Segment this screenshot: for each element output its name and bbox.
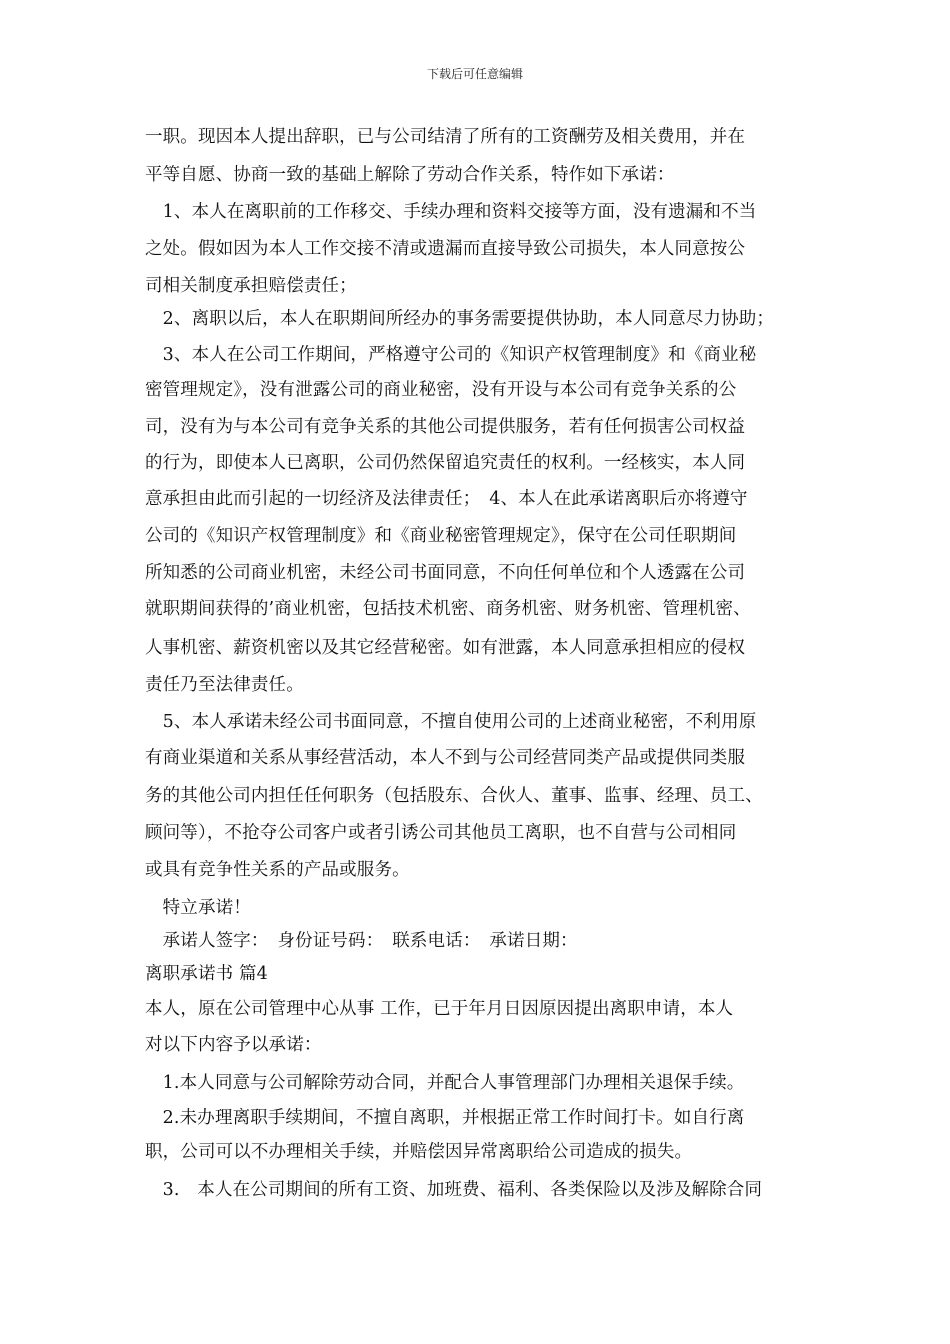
text-line: 的行为，即使本人已离职，公司仍然保留追究责任的权利。一经核实，本人同 bbox=[145, 453, 746, 473]
text-line: 有商业渠道和关系从事经营活动，本人不到与公司经营同类产品或提供同类服 bbox=[145, 748, 746, 768]
text-line: 3. 本人在公司期间的所有工资、加班费、福利、各类保险以及涉及解除合同 bbox=[145, 1180, 763, 1200]
text-line: 特立承诺！ bbox=[145, 898, 251, 918]
text-line: 密管理规定》，没有泄露公司的商业秘密，没有开设与本公司有竞争关系的公 bbox=[145, 380, 737, 400]
text-line: 责任乃至法律责任。 bbox=[145, 675, 304, 695]
page-header: 下载后可任意编辑 bbox=[426, 67, 523, 81]
text-line: 顾问等），不抢夺公司客户或者引诱公司其他员工离职，也不自营与公司相同 bbox=[145, 823, 737, 843]
text-line: 公司的《知识产权管理制度》和《商业秘密管理规定》，保守在公司任职期间 bbox=[145, 526, 737, 546]
text-line: 职，公司可以不办理相关手续，并赔偿因异常离职给公司造成的损失。 bbox=[145, 1142, 693, 1162]
text-line: 本人，原在公司管理中心从事 工作，已于年月日因原因提出离职申请，本人 bbox=[145, 999, 734, 1019]
text-line: 意承担由此而引起的一切经济及法律责任； 4、本人在此承诺离职后亦将遵守 bbox=[145, 489, 748, 509]
text-line: 承诺人签字： 身份证号码： 联系电话： 承诺日期： bbox=[145, 931, 578, 951]
text-line: 2.未办理离职手续期间，不擅自离职，并根据正常工作时间打卡。如自行离 bbox=[145, 1108, 745, 1128]
text-line: 或具有竞争性关系的产品或服务。 bbox=[145, 860, 410, 880]
text-line: 就职期间获得的’商业机密，包括技术机密、商务机密、财务机密、管理机密、 bbox=[145, 599, 751, 619]
text-line: 3、本人在公司工作期间，严格遵守公司的《知识产权管理制度》和《商业秘 bbox=[145, 345, 757, 365]
text-line: 之处。假如因为本人工作交接不清或遗漏而直接导致公司损失，本人同意按公 bbox=[145, 239, 746, 259]
section-title: 离职承诺书 篇4 bbox=[145, 964, 268, 984]
text-line: 1、本人在离职前的工作移交、手续办理和资料交接等方面，没有遗漏和不当 bbox=[145, 202, 757, 222]
text-line: 司，没有为与本公司有竞争关系的其他公司提供服务，若有任何损害公司权益 bbox=[145, 417, 746, 437]
text-line: 人事机密、薪资机密以及其它经营秘密。如有泄露，本人同意承担相应的侵权 bbox=[145, 638, 746, 658]
text-line: 务的其他公司内担任任何职务（包括股东、合伙人、董事、监事、经理、员工、 bbox=[145, 786, 763, 806]
text-line: 对以下内容予以承诺： bbox=[145, 1035, 322, 1055]
text-line: 一职。现因本人提出辞职，已与公司结清了所有的工资酬劳及相关费用，并在 bbox=[145, 127, 746, 147]
text-line: 所知悉的公司商业机密，未经公司书面同意，不向任何单位和个人透露在公司 bbox=[145, 563, 746, 583]
text-line: 5、本人承诺未经公司书面同意，不擅自使用公司的上述商业秘密，不利用原 bbox=[145, 712, 757, 732]
text-line: 2、离职以后，本人在职期间所经办的事务需要提供协助，本人同意尽力协助； bbox=[145, 309, 775, 329]
text-line: 平等自愿、协商一致的基础上解除了劳动合作关系，特作如下承诺： bbox=[145, 165, 675, 185]
text-line: 司相关制度承担赔偿责任； bbox=[145, 276, 357, 296]
text-line: 1.本人同意与公司解除劳动合同，并配合人事管理部门办理相关退保手续。 bbox=[145, 1073, 745, 1093]
